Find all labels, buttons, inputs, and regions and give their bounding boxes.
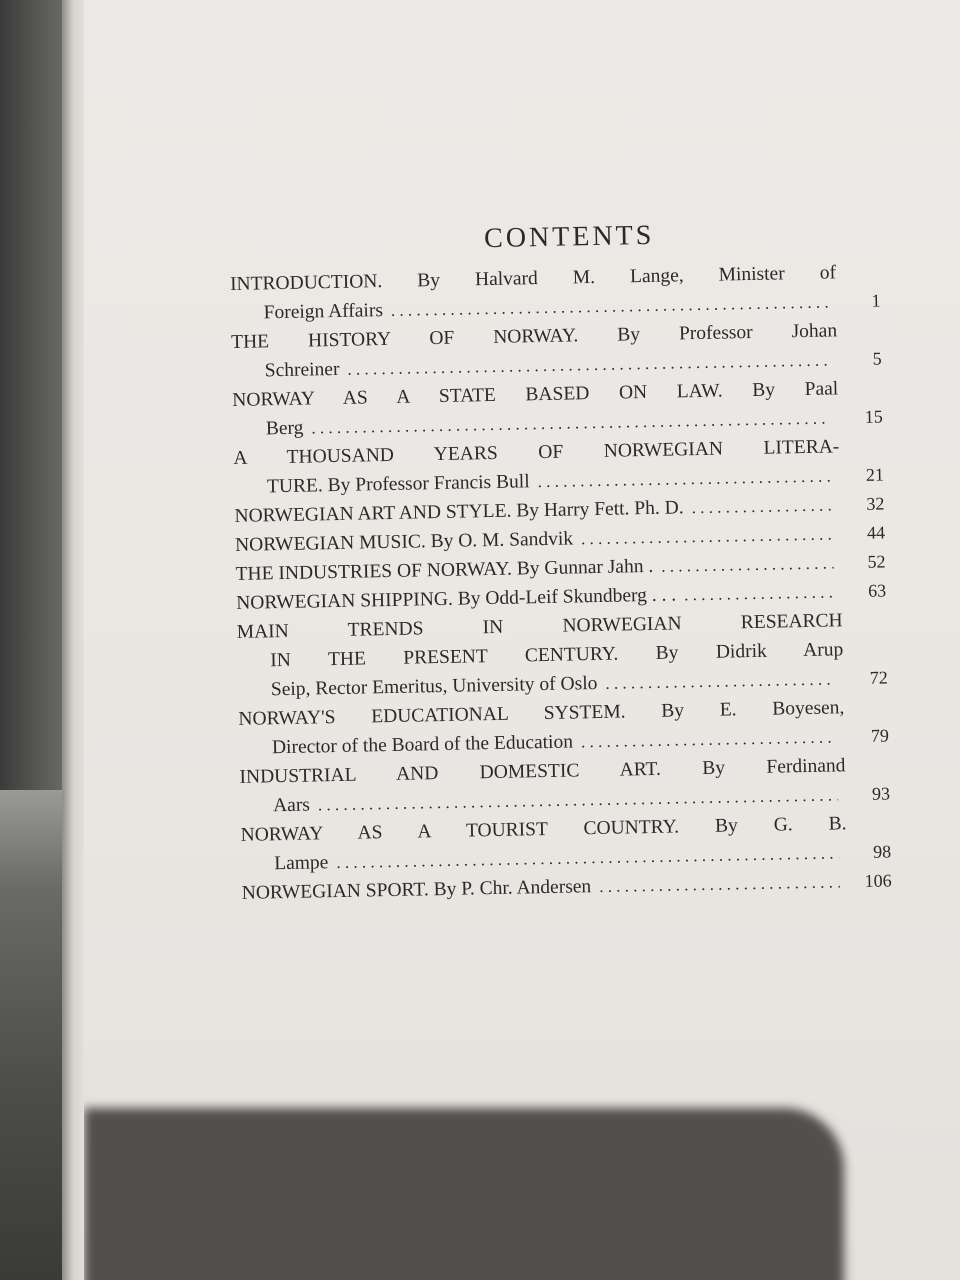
- toc-page-number: 44: [866, 522, 886, 543]
- toc-entry-text: NORWAY AS A TOURIST COUNTRY. By G. B.: [240, 813, 847, 846]
- toc-page-number: 79: [870, 725, 890, 746]
- toc-page-number: 32: [866, 493, 885, 514]
- toc-entry-text: Aars: [272, 794, 311, 817]
- toc-entry-text: A THOUSAND YEARS OF NORWEGIAN LITERA-: [233, 436, 840, 469]
- toc-entry-text: INTRODUCTION. By Halvard M. Lange, Minister of: [229, 262, 837, 295]
- contents-page: [84, 0, 960, 1280]
- toc-entry-text: INDUSTRIAL AND DOMESTIC ART. By Ferdinand: [239, 755, 846, 788]
- toc-entry: [236, 605, 888, 704]
- toc-page-number: 5: [872, 348, 882, 369]
- toc-entry-text: MAIN TRENDS IN NORWEGIAN RESEARCH: [236, 610, 843, 643]
- dot-leader: [684, 577, 835, 609]
- toc-entry-text: NORWAY'S EDUCATIONAL SYSTEM. By E. Boyesen,: [238, 697, 845, 730]
- contents-title: CONTENTS: [483, 219, 655, 255]
- dot-leader: [661, 548, 834, 580]
- toc-page-number: 93: [871, 783, 891, 804]
- toc-page-number: 106: [864, 870, 892, 891]
- toc-entry-text: NORWEGIAN MUSIC. By O. M. Sandvik: [234, 528, 574, 556]
- toc-entry-text: NORWEGIAN SHIPPING. By Odd-Leif Skundberg . . .: [236, 584, 677, 614]
- toc-entry-text: Lampe: [274, 852, 329, 875]
- toc-page-number: 15: [864, 406, 883, 427]
- toc-entry-text: THE INDUSTRIES OF NORWAY. By Gunnar Jahn .: [235, 555, 654, 585]
- toc-entry-text: Seip, Rector Emeritus, University of Oslo: [270, 673, 598, 701]
- toc-entry-text: NORWEGIAN SPORT. By P. Chr. Andersen: [241, 876, 592, 904]
- toc-entry-text: Schreiner: [264, 358, 340, 382]
- table-of-contents: [229, 216, 892, 908]
- toc-entry-text: IN THE PRESENT CENTURY. By Didrik Arup: [270, 639, 844, 672]
- toc-page-number: 72: [869, 667, 888, 688]
- dot-leader: [605, 664, 836, 697]
- toc-entry-text: NORWEGIAN ART AND STYLE. By Harry Fett. Ph. D.: [234, 497, 684, 527]
- toc-entry-text: THE HISTORY OF NORWAY. By Professor Johan: [230, 320, 838, 353]
- toc-entry-text: Berg: [265, 417, 304, 440]
- toc-page-number: 1: [871, 290, 881, 311]
- toc-page-number: 98: [872, 841, 892, 862]
- facing-page-photo: [0, 790, 62, 1280]
- hand-shadow: [84, 1108, 844, 1280]
- toc-page-number: 63: [867, 580, 887, 601]
- toc-entry-text: NORWAY AS A STATE BASED ON LAW. By Paal: [232, 378, 839, 411]
- toc-page-number: 52: [867, 551, 886, 572]
- contents-entries: [230, 258, 892, 908]
- toc-entry-text: Director of the Board of the Education: [271, 731, 574, 759]
- toc-entry-text: TURE. By Professor Francis Bull: [266, 471, 530, 498]
- dot-leader: [691, 490, 832, 522]
- toc-page-number: 21: [865, 464, 885, 485]
- dot-leader: [599, 867, 840, 901]
- toc-entry-text: Foreign Affairs: [263, 300, 384, 324]
